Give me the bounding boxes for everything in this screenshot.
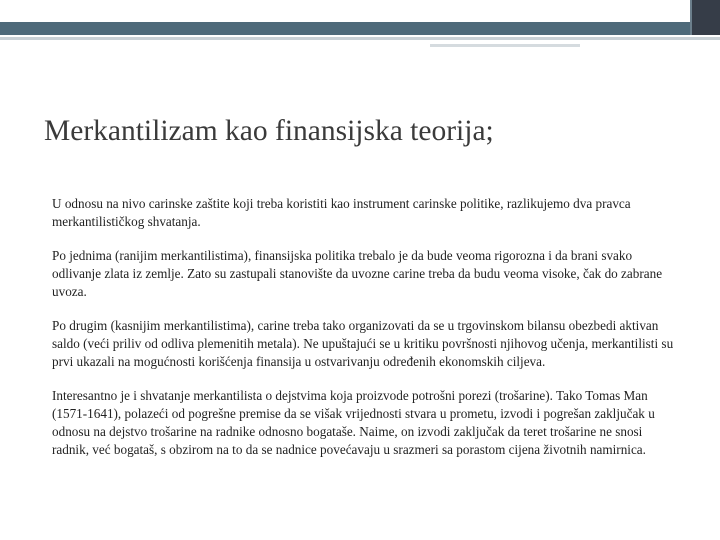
slide-title: Merkantilizam kao finansijska teorija; — [44, 115, 494, 147]
header-thin-line-secondary — [430, 44, 580, 47]
header-spacer — [0, 0, 720, 22]
header-bar — [0, 22, 694, 35]
paragraph-carinska-zastita: U odnosu na nivo carinske zaštite koji treba koristiti kao instrument carinske politike, razlikujemo dva pravca merkantilističkog shvatanja. — [52, 196, 631, 229]
slide-content — [52, 195, 674, 475]
header-thin-line — [0, 37, 720, 40]
header-accent-block — [692, 0, 720, 35]
paragraph-kasniji-merkantilisti: Po drugim (kasnijim merkantilistima), carine treba tako organizovati da se u trgovinskom bilansu obezbedi aktivan saldo (veći priliv od odliva plemenitih metala). Ne upuštajući se u kritiku površnosti njihovog učenja, merkantilisti su prvi ukazali na mogućnosti korišćenja finansija u ostvarivanju određenih ekonomskih ciljeva. — [52, 318, 674, 369]
paragraph-raniji-merkantilisti: Po jednima (ranijim merkantilistima), finansijska politika trebalo je da bude veoma rigorozna i da brani svako odlivanje zlata iz zemlje. Zato su zastupali stanovište da uvozne carine treba da budu veoma visoke, čak do zabrane uvoza. — [52, 248, 663, 299]
paragraph-trosarine: Interesantno je i shvatanje merkantilista o dejstvima koja proizvode potrošni porezi (trošarine). Tako Tomas Man (1571-1641), polazeći od pogrešne premise da se višak vrijednosti stvara u prometu, izvodi i pogrešan zaključak u odnosu na dejstvo trošarine na radnike odnosno bogataše. Naime, on izvodi zaključak da teret trošarine ne snosi radnik, već bogataš, s obzirom na to da se nadnice povećavaju u srazmeri sa porastom cijena životnih namirnica. — [52, 388, 655, 457]
